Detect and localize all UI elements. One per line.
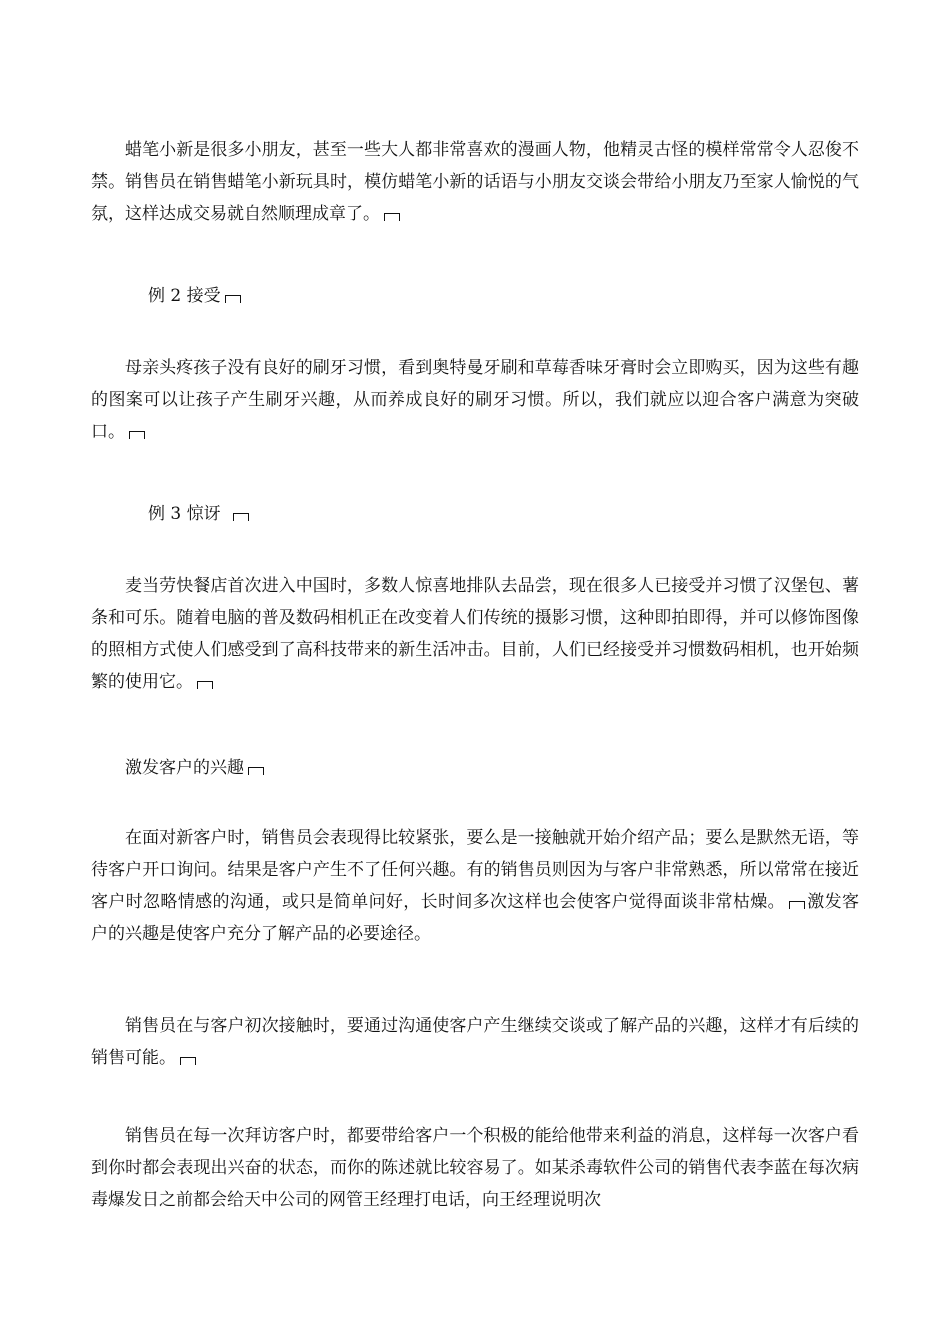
paragraph-mark-icon	[789, 901, 805, 909]
paragraph-toothbrush	[91, 352, 859, 448]
paragraph-first-contact	[91, 1010, 859, 1074]
paragraph-crayon-shin-chan	[91, 134, 859, 230]
heading-text: 例 2 接受	[148, 286, 221, 306]
paragraph-text: 销售员在与客户初次接触时，要通过沟通使客户产生继续交谈或了解产品的兴趣，这样才有后续的销售可能。	[91, 1016, 859, 1068]
heading-stimulate-interest	[91, 752, 859, 784]
paragraph-text: 销售员在每一次拜访客户时，都要带给客户一个积极的能给他带来利益的消息，这样每一次客户看到你时都会表现出兴奋的状态，而你的陈述就比较容易了。如某杀毒软件公司的销售代表李蓝在每次病毒爆发日之前都会给天中公司的网管王经理打电话，向王经理说明次	[91, 1126, 859, 1210]
heading-example-3	[148, 498, 848, 530]
paragraph-mark-icon	[180, 1057, 196, 1065]
paragraph-text: 蜡笔小新是很多小朋友，甚至一些大人都非常喜欢的漫画人物，他精灵古怪的模样常常令人忍俊不禁。销售员在销售蜡笔小新玩具时，模仿蜡笔小新的话语与小朋友交谈会带给小朋友乃至家人愉悦的气氛，这样达成交易就自然顺理成章了。	[91, 140, 859, 224]
heading-text: 例 3 惊讶	[148, 504, 221, 524]
heading-text: 激发客户的兴趣	[125, 758, 244, 778]
paragraph-mcdonalds	[91, 570, 859, 698]
paragraph-text: 母亲头疼孩子没有良好的刷牙习惯，看到奥特曼牙刷和草莓香味牙膏时会立即购买，因为这些有趣的图案可以让孩子产生刷牙兴趣，从而养成良好的刷牙习惯。所以，我们就应以迎合客户满意为突破口。	[91, 358, 859, 442]
paragraph-mark-icon	[248, 767, 264, 775]
paragraph-mark-icon	[384, 213, 400, 221]
paragraph-text-continued: 激发客户的兴趣是使客户充分了解产品的必要途径。	[91, 892, 859, 944]
paragraph-mark-icon	[225, 295, 241, 303]
paragraph-text: 在面对新客户时，销售员会表现得比较紧张，要么是一接触就开始介绍产品；要么是默然无语，等待客户开口询问。结果是客户产生不了任何兴趣。有的销售员则因为与客户非常熟悉，所以常常在接近客户时忽略情感的沟通，或只是简单问好，长时间多次这样也会使客户觉得面谈非常枯燥。	[91, 828, 859, 912]
paragraph-new-customers	[91, 822, 859, 950]
heading-example-2	[148, 280, 848, 312]
paragraph-mark-icon	[233, 513, 249, 521]
paragraph-mark-icon	[197, 681, 213, 689]
paragraph-each-visit	[91, 1120, 859, 1216]
paragraph-mark-icon	[129, 431, 145, 439]
paragraph-text: 麦当劳快餐店首次进入中国时，多数人惊喜地排队去品尝，现在很多人已接受并习惯了汉堡包、薯条和可乐。随着电脑的普及数码相机正在改变着人们传统的摄影习惯，这种即拍即得，并可以修饰图像的照相方式使人们感受到了高科技带来的新生活冲击。目前，人们已经接受并习惯数码相机，也开始频繁的使用它。	[91, 576, 859, 692]
